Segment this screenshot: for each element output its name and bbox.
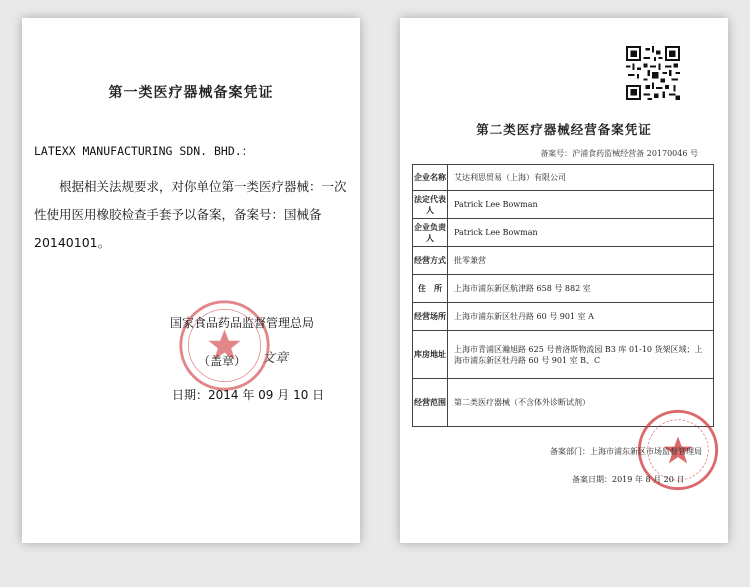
row-value: 上海市浦东新区牡丹路 60 号 901 室 A <box>448 303 714 331</box>
signature: 文章 <box>262 351 289 366</box>
left-certificate-sheet <box>22 18 360 543</box>
row-value: 批零兼营 <box>448 247 714 275</box>
seal-label: （盖章） <box>198 354 247 368</box>
right-certificate-sheet <box>400 18 728 543</box>
row-value: 上海市青浦区瀚旭路 625 号普洛斯物流园 B3 库 01-10 货架区域；上海市浦东新区牡丹路 60 号 901 室 B、C <box>448 331 714 379</box>
official-seal-icon <box>177 298 272 393</box>
row-label: 经营场所 <box>413 303 448 331</box>
record-number: 备案号：沪浦食药监械经营备 20170046 号 <box>540 149 698 158</box>
certificate-body-text: 根据相关法规要求，对你单位第一类医疗器械：一次性使用医用橡胶检查手套予以备案，备案号：国械备 20140101。 <box>34 179 347 250</box>
row-value: Patrick Lee Bowman <box>448 219 714 247</box>
row-label: 经营范围 <box>413 379 448 427</box>
registration-info-table <box>412 164 714 427</box>
row-value: 上海市浦东新区航津路 658 号 882 室 <box>448 275 714 303</box>
row-label: 经营方式 <box>413 247 448 275</box>
table-row <box>413 247 714 275</box>
issuing-authority: 国家食品药品监督管理总局 <box>170 316 315 330</box>
left-certificate-title: 第一类医疗器械备案凭证 <box>108 85 274 101</box>
table-row <box>413 331 714 379</box>
table-row <box>413 219 714 247</box>
row-label: 库房地址 <box>413 331 448 379</box>
filing-date: 备案日期：2019 年 8 月 20 日 <box>572 475 685 484</box>
filing-department: 备案部门：上海市浦东新区市场监督管理局 <box>550 447 702 456</box>
right-certificate-title: 第二类医疗器械经营备案凭证 <box>476 122 652 137</box>
table-row <box>413 191 714 219</box>
row-label: 住 所 <box>413 275 448 303</box>
table-row <box>413 303 714 331</box>
row-value: 第二类医疗器械（不含体外诊断试剂） <box>448 379 714 427</box>
row-label: 企业名称 <box>413 165 448 191</box>
addressee: LATEXX MANUFACTURING SDN. BHD.： <box>34 144 254 158</box>
qr-code-icon <box>626 46 680 100</box>
row-label: 法定代表人 <box>413 191 448 219</box>
row-value: Patrick Lee Bowman <box>448 191 714 219</box>
table-row <box>413 165 714 191</box>
row-label: 企业负责人 <box>413 219 448 247</box>
table-row <box>413 275 714 303</box>
issue-date: 日期：2014 年 09 月 10 日 <box>172 388 325 402</box>
row-value: 艾达利思贸易（上海）有限公司 <box>448 165 714 191</box>
